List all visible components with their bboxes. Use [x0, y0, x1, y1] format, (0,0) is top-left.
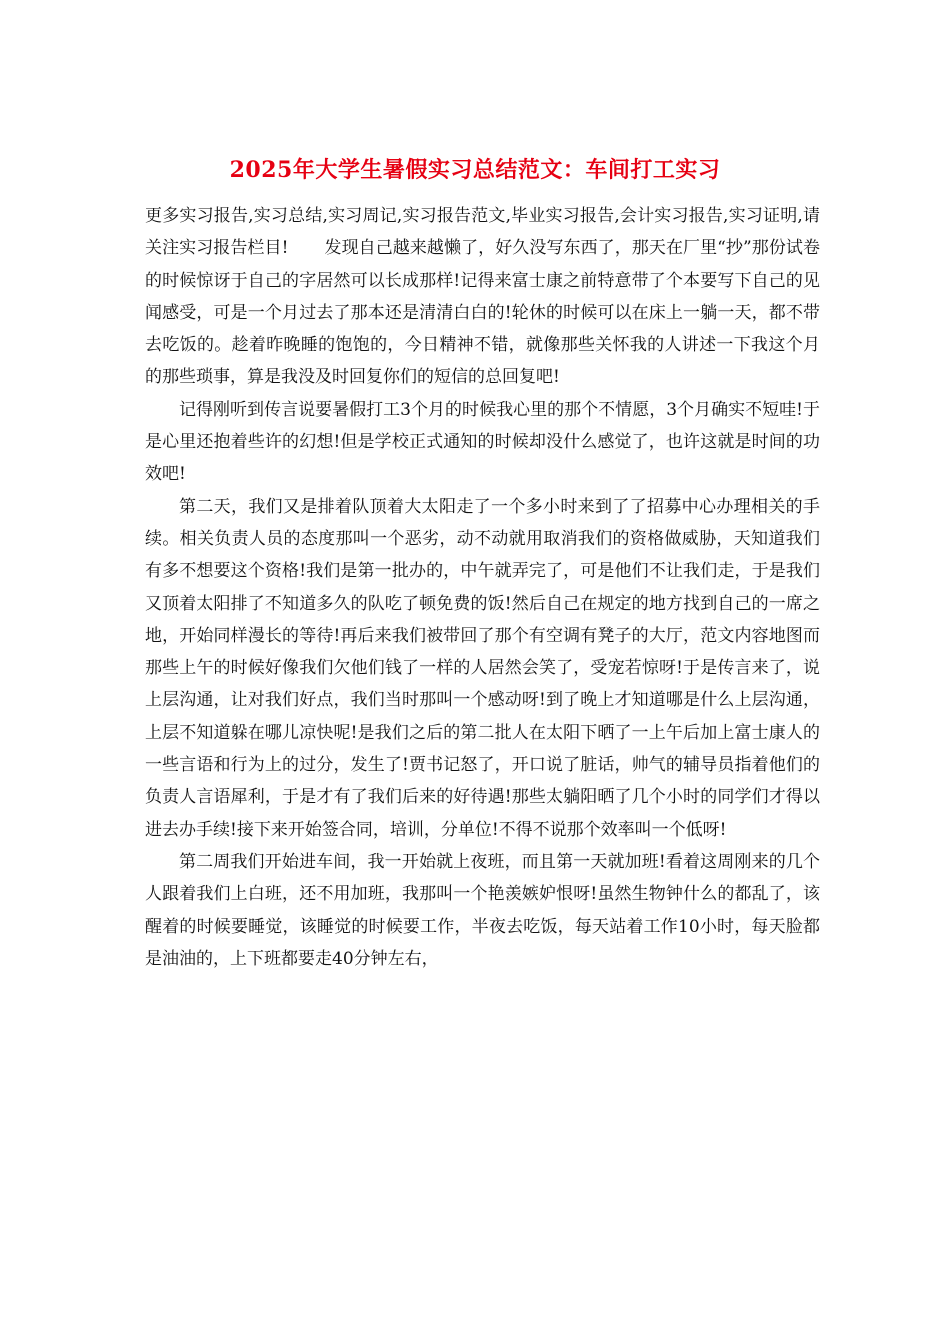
document-body — [145, 200, 820, 975]
paragraph-4: 第二周我们开始进车间，我一开始就上夜班，而且第一天就加班!看着这周刚来的几个人跟着我们上白班，还不用加班，我那叫一个艳羡嫉妒恨呀!虽然生物钟什么的都乱了，该醒着的时候要睡觉，该睡觉的时候要工作，半夜去吃饭，每天站着工作10小时，每天脸都是油油的，上下班都要走40分钟左右， — [145, 851, 820, 969]
intro-paragraph — [145, 200, 820, 394]
intro-links-text: 更多实习报告,实习总结,实习周记,实习报告范文,毕业实习报告,会计实习报告,实习证明,请关注实习报告栏目! — [145, 206, 820, 259]
paragraph-1-text: 发现自己越来越懒了，好久没写东西了，那天在厂里“抄”那份试卷的时候惊讶于自己的字居然可以长成那样!记得来富士康之前特意带了个本要写下自己的见闻感受，可是一个月过去了那本还是清清白白的!轮休的时候可以在床上一躺一天，都不带去吃饭的。趁着昨晚睡的饱饱的，今日精神不错，就像那些关怀我的人讲述一下我这个月的那些琐事，算是我没及时回复你们的短信的总回复吧! — [145, 238, 820, 388]
paragraph-2: 记得刚听到传言说要暑假打工3个月的时候我心里的那个不情愿，3个月确实不短哇!于是心里还抱着些许的幻想!但是学校正式通知的时候却没什么感觉了，也许这就是时间的功效吧! — [145, 399, 820, 485]
document-title: 2025年大学生暑假实习总结范文：车间打工实习 — [229, 157, 721, 183]
paragraph-3: 第二天，我们又是排着队顶着大太阳走了一个多小时来到了了招募中心办理相关的手续。相关负责人员的态度那叫一个恶劣，动不动就用取消我们的资格做威胁，天知道我们有多不想要这个资格!我们是第一批办的，中午就弄完了，可是他们不让我们走，于是我们又顶着太阳排了不知道多久的队吃了顿免费的饭!然后自己在规定的地方找到自己的一席之地，开始同样漫长的等待!再后来我们被带回了那个有空调有凳子的大厅，范文内容地图而那些上午的时候好像我们欠他们钱了一样的人居然会笑了，受宠若惊呀!于是传言来了，说上层沟通，让对我们好点，我们当时那叫一个感动呀!到了晚上才知道哪是什么上层沟通，上层不知道躲在哪儿凉快呢!是我们之后的第二批人在太阳下晒了一上午后加上富士康人的一些言语和行为上的过分，发生了!贾书记怒了，开口说了脏话，帅气的辅导员指着他们的负责人言语犀利，于是才有了我们后来的好待遇!那些太躺阳晒了几个小时的同学们才得以进去办手续!接下来开始签合同，培训，分单位!不得不说那个效率叫一个低呀! — [145, 496, 820, 840]
